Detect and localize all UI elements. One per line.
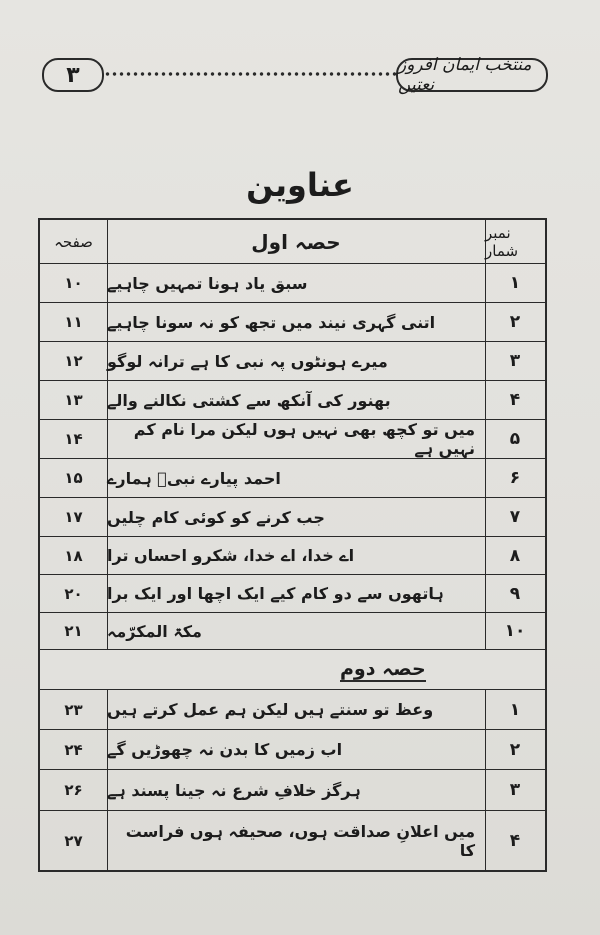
row-number: ۲ [509, 312, 521, 332]
serial-header: نمبر شمار [485, 223, 519, 260]
toc-heading: عناوین [246, 166, 354, 204]
row-title: میں اعلانِ صداقت ہوں، صحیفہ ہوں فراست کا [125, 821, 475, 860]
page-header: صفحہ [54, 232, 93, 251]
contents-table [38, 218, 547, 872]
row-title: ہرگز خلافِ شرع نہ جینا پسند ہے [107, 780, 361, 800]
row-page: ۲۱ [64, 622, 83, 640]
table-row [40, 537, 545, 575]
row-page: ۱۴ [64, 430, 83, 448]
row-title: مکۃ المکرّمہ [107, 621, 202, 641]
row-title: سبق یاد ہونا تمہیں چاہیے [107, 273, 308, 293]
row-page: ۱۱ [64, 313, 83, 331]
row-number: ۶ [509, 468, 521, 488]
section2-heading: حصہ دوم [340, 658, 426, 680]
table-row [40, 381, 545, 420]
row-page: ۱۲ [64, 352, 83, 370]
table-row [40, 420, 545, 459]
table-row [40, 811, 545, 870]
table-row [40, 613, 545, 650]
row-title: وعظ تو سنتے ہیں لیکن ہم عمل کرتے ہیں [107, 700, 434, 719]
table-row [40, 342, 545, 381]
table-row [40, 303, 545, 342]
row-number: ۹ [509, 583, 521, 604]
row-page: ۲۴ [64, 740, 83, 759]
row-title: اے خدا، اے خدا، شکرو احساں ترا [107, 546, 355, 565]
section2-heading-row [40, 650, 545, 690]
row-number: ۴ [509, 830, 521, 851]
table-row [40, 730, 545, 770]
dotted-rule [104, 72, 396, 76]
table-header-row [40, 220, 545, 264]
row-title: ہاتھوں سے دو کام کیے ایک اچھا اور ایک برا [107, 584, 444, 603]
row-number: ۱ [509, 273, 521, 293]
row-title: میرے ہونٹوں پہ نبی کا ہے ترانہ لوگو [107, 351, 388, 371]
row-page: ۱۰ [64, 274, 83, 292]
row-number: ۲ [509, 739, 521, 760]
row-number: ۸ [509, 545, 521, 566]
row-page: ۲۳ [64, 700, 83, 719]
row-title: میں تو کچھ بھی نہیں ہوں لیکن مرا نام کم نہیں ہے [133, 420, 475, 458]
row-title: اب زمیں کا بدن نہ چھوڑیں گے [107, 740, 343, 759]
row-page: ۱۷ [64, 508, 83, 526]
row-number: ۱۰ [504, 621, 526, 641]
row-title: اتنی گہری نیند میں تجھ کو نہ سونا چاہیے [107, 312, 436, 332]
row-page: ۲۶ [64, 781, 83, 799]
section1-heading: حصہ اول [251, 229, 341, 254]
book-title: منتخب ایمان افروز نعتیں [396, 58, 548, 92]
running-header [42, 55, 548, 95]
row-page: ۱۳ [64, 391, 83, 409]
row-page: ۱۵ [64, 469, 83, 487]
row-number: ۱ [509, 699, 521, 720]
row-number: ۳ [509, 780, 521, 800]
table-row [40, 264, 545, 303]
table-row [40, 770, 545, 811]
row-page: ۱۸ [64, 546, 83, 565]
row-title: احمد پیارے نبیؐ ہمارے [107, 468, 281, 488]
page-number: ۳ [42, 58, 104, 92]
row-title: بھنور کی آنکھ سے کشتی نکالنے والے [107, 390, 391, 410]
row-number: ۷ [509, 507, 521, 527]
table-row [40, 575, 545, 613]
row-number: ۴ [509, 390, 521, 410]
row-page: ۲۷ [64, 831, 83, 850]
row-title: جب کرنے کو کوئی کام چلیں [107, 507, 325, 527]
table-row [40, 690, 545, 730]
table-row [40, 459, 545, 498]
row-page: ۲۰ [64, 584, 83, 603]
table-row [40, 498, 545, 537]
row-number: ۵ [509, 429, 521, 449]
row-number: ۳ [509, 351, 521, 371]
